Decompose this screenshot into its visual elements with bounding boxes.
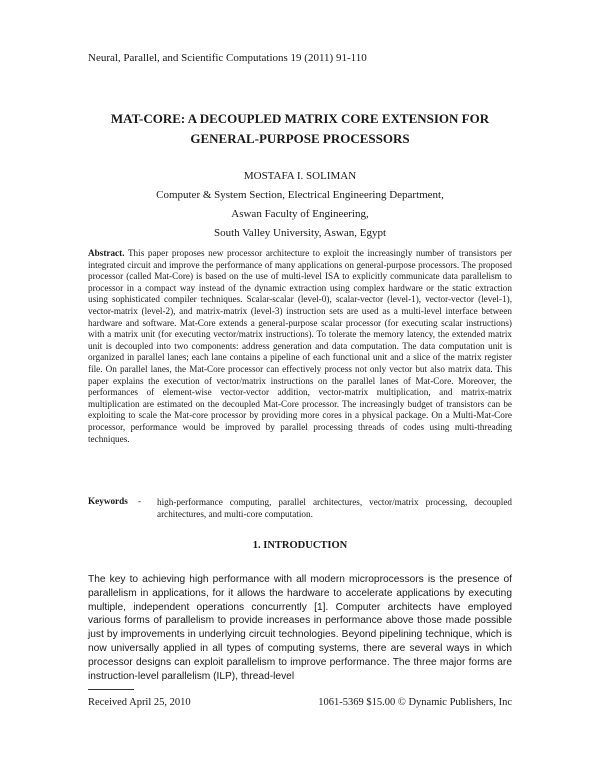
- keywords-text: high-performance computing, parallel architectures, vector/matrix processing, decoupled architectures, and multi-core computation.: [157, 497, 512, 519]
- abstract-text: This paper proposes new processor architecture to exploit the increasingly number of transistors per integrated circuit and improve the performance of many applications on general-purpose processors. The proposed processor (called Mat-Core) is based on the use of multi-level ISA to explicitly communicate data parallelism to processor in a compact way instead of the dynamic extraction using complex hardware or the static extraction using sophisticated compiler techniques. Scalar-scalar (level-0), scalar-vector (level-1), vector-vector (level-1), vector-matrix (level-2), and matrix-matrix (level-3) instruction sets are used as a multi-level interface between hardware and software. Mat-Core extends a general-purpose scalar processor (for executing scalar instructions) with a matrix unit (for executing vector/matrix instructions). To tolerate the memory latency, the extended matrix unit is decoupled into two components: address generation and data computation. The data computation unit is organized in parallel lanes; each lane contains a pipeline of each functional unit and a slice of the matrix register file. On parallel lanes, the Mat-Core processor can effectively process not only vector but also matrix data. This paper explains the execution of vector/matrix instructions on the parallel lanes of Mat-Core. Moreover, the performances of element-wise vector-vector addition, vector-matrix multiplication, and matrix-matrix multiplication are estimated on the decoupled Mat-Core processor. The increasingly budget of transistors can be exploiting to scale the Mat-core processor by providing more cores in a physical package. On a Multi-Mat-Core processor, performance would be improved by parallel processing threads of codes using multi-threading techniques.: [88, 248, 512, 444]
- section-heading: 1. INTRODUCTION: [252, 540, 348, 551]
- introduction-text: The key to achieving high performance with all modern microprocessors is the presence of parallelism in applications, for it allows the hardware to accelerate applications by executing multiple, independent operations concurrently [1]. Computer architects have employed various forms of parallelism to provide increases in performance above those made possible just by improvements in underlying circuit technologies. Beyond pipelining technique, which is now universally applied in all types of computing systems, there are several ways in which processor designs can exploit parallelism to improve performance. The three major forms are instruction-level parallelism (ILP), thread-level: [88, 574, 512, 682]
- publisher-info: 1061-5369 $15.00 © Dynamic Publishers, Inc: [318, 697, 512, 708]
- affiliation-line-2: Aswan Faculty of Engineering,: [231, 208, 369, 220]
- abstract: [88, 248, 512, 445]
- paper-title: [60, 109, 540, 149]
- title-line-2: GENERAL-PURPOSE PROCESSORS: [190, 131, 410, 146]
- keywords-dash: -: [138, 496, 142, 506]
- title-line-1: MAT-CORE: A DECOUPLED MATRIX CORE EXTENSION FOR: [110, 111, 490, 126]
- received-date: Received April 25, 2010: [88, 697, 191, 708]
- affiliation-line-1: Computer & System Section, Electrical Engineering Department,: [156, 189, 444, 201]
- author-name: MOSTAFA I. SOLIMAN: [243, 170, 357, 182]
- footnote-rule: [88, 689, 134, 690]
- keywords-label: Keywords: [88, 496, 128, 506]
- affiliation-line-3: South Valley University, Aswan, Egypt: [213, 227, 387, 239]
- journal-header: Neural, Parallel, and Scientific Computations 19 (2011) 91-110: [88, 52, 367, 64]
- abstract-label: Abstract.: [88, 248, 125, 258]
